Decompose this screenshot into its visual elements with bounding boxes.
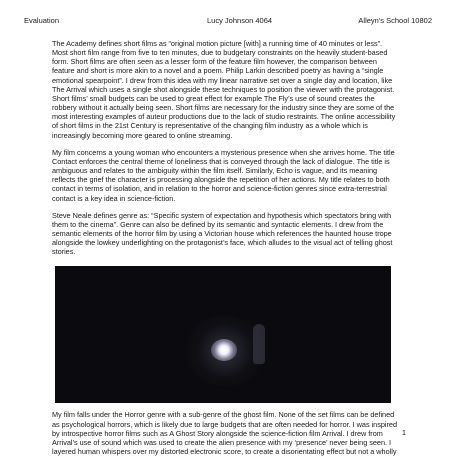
paragraph-horror-genre: My film falls under the Horror genre with a sub-genre of the ghost film. None of the set films can be defined as psychological horrors, which is likely due to large budgets that are often needed for horror. I was inspired by introspective horror films such as A Ghost Story alongside the science-fiction film Arrival. I drew from Arrival’s use of sound which was used to create the alien presence with my ‘presence’ never being seen. I layered human whispers over my distorted electronic score, to create a disorientating effect but not a wholly [52, 410, 397, 456]
document-body [52, 39, 398, 456]
header-author: Lucy Johnson 4064 [207, 16, 273, 25]
paragraph-film-concept: My film concerns a young woman who encounters a mysterious presence when she arrives home. The title Contact enforces the central theme of loneliness that is conveyed through the lack of dialogue. The title is ambiguous and relates to the ambiguity within the film itself. Similarly, Echo is vague, and its meaning reflects the grief the character is processing alongside the repetition of her actions. My title relates to both contact in terms of isolation, and in relation to the horror and science-fiction genres since extra-terrestrial contact is a key idea in science-fiction. [52, 147, 395, 203]
page-number: 1 [401, 428, 406, 437]
shadow-figure [253, 324, 265, 364]
paragraph-genre: Steve Neale defines genre as: “Specific system of expectation and hypothesis which spectators bring with them to the cinema”. Genre can also be defined by its semantic and syntactic elements. I drew from the semantic elements of the horror film by using a Victorian house which references the haunted house trope alongside the lowkey underlighting on the protagonist’s face, which alludes to the visual act of telling ghost stories. [52, 210, 393, 257]
paragraph-short-films: The Academy defines short films as “original motion picture [with] a running time of 40 minutes or less”. Most short film range from five to ten minutes, due to budgetary constraints on the heavily student-based form. Short films are often seen as a lesser form of the feature film however, the comparison between feature and short is more akin to a novel and a poem. Philip Larkin described poetry as having a “single emotional spearpoint”. I drew from this idea with my linear narrative set over a single day and location, like The Arrival which uses a single shot alongside these techniques to position the viewer with the protagonist. Short films’ small budgets can be used to great effect for example The Fly’s use of sound creates the robbery without it actually being seen. Short films are necessary for the industry since they are some of the most interesting examples of auteur productions due to the lack of studio restraints. The online accessibility of short films in the 21st Century is representative of the changing film industry as a whole which is increasingly becoming more geared to online streaming. [52, 39, 396, 140]
page-header [24, 15, 432, 27]
film-still-image [55, 266, 391, 403]
header-school: Alleyn's School 10802 [358, 16, 432, 25]
header-title: Evaluation [24, 16, 60, 25]
